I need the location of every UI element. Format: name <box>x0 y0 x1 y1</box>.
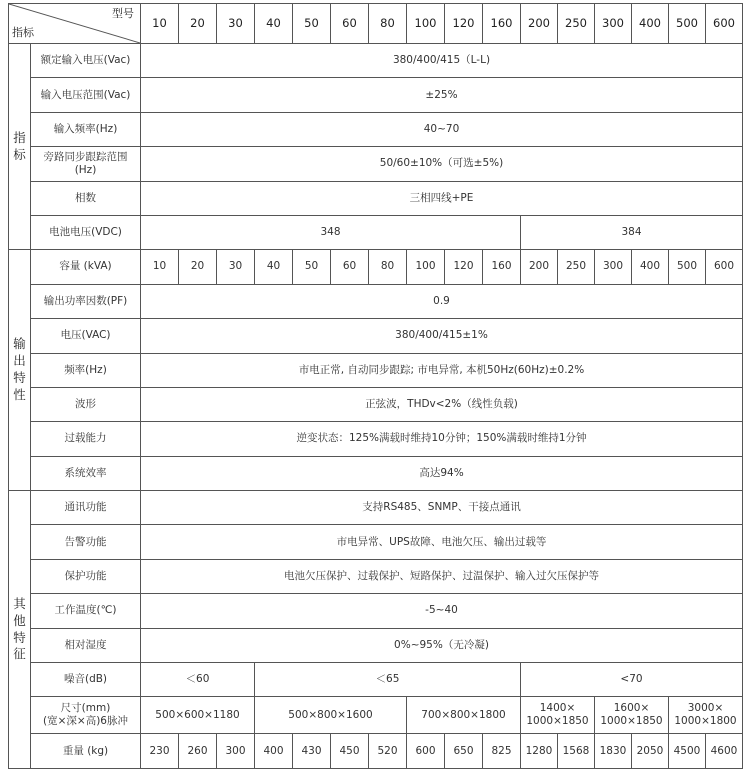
spec-row <box>9 112 743 146</box>
param-label: 额定输入电压(Vac) <box>31 44 141 78</box>
capacity-cell: 250 <box>558 250 595 284</box>
group-label-other: 其 他 特 征 <box>9 491 31 769</box>
spec-row <box>9 559 743 593</box>
spec-row <box>9 734 743 769</box>
param-label: 噪音(dB) <box>31 663 141 697</box>
model-header: 50 <box>293 4 331 44</box>
weight-cell: 450 <box>331 734 369 769</box>
weight-cell: 1830 <box>595 734 632 769</box>
model-header: 200 <box>521 4 558 44</box>
param-value: 40~70 <box>141 112 743 146</box>
spec-row <box>9 525 743 559</box>
param-label: 相对湿度 <box>31 628 141 662</box>
spec-row <box>9 456 743 490</box>
param-value: -5~40 <box>141 594 743 628</box>
param-label: 波形 <box>31 387 141 421</box>
param-label: 通讯功能 <box>31 491 141 525</box>
param-label: 系统效率 <box>31 456 141 490</box>
dimension-cell: 500×600×1180 <box>141 697 255 734</box>
index-header-label: 指标 <box>12 26 34 40</box>
weight-cell: 1568 <box>558 734 595 769</box>
spec-row <box>9 697 743 734</box>
weight-cell: 230 <box>141 734 179 769</box>
capacity-cell: 50 <box>293 250 331 284</box>
model-header: 60 <box>331 4 369 44</box>
model-header: 250 <box>558 4 595 44</box>
param-value: 高达94% <box>141 456 743 490</box>
param-label: 过载能力 <box>31 422 141 456</box>
capacity-cell: 30 <box>217 250 255 284</box>
capacity-cell: 80 <box>369 250 407 284</box>
spec-row <box>9 44 743 78</box>
param-value: 50/60±10%（可选±5%) <box>141 147 743 181</box>
spec-row <box>9 422 743 456</box>
spec-row <box>9 387 743 421</box>
capacity-cell: 40 <box>255 250 293 284</box>
param-label: 保护功能 <box>31 559 141 593</box>
param-label: 相数 <box>31 181 141 215</box>
weight-cell: 400 <box>255 734 293 769</box>
param-value: 380/400/415（L-L) <box>141 44 743 78</box>
spec-row <box>9 491 743 525</box>
param-value: ±25% <box>141 78 743 112</box>
spec-row <box>9 628 743 662</box>
weight-cell: 1280 <box>521 734 558 769</box>
param-value: 380/400/415±1% <box>141 319 743 353</box>
param-label: 容量 (kVA) <box>31 250 141 284</box>
weight-cell: 4500 <box>669 734 706 769</box>
spec-row <box>9 284 743 318</box>
capacity-cell: 20 <box>179 250 217 284</box>
param-value: <70 <box>521 663 743 697</box>
capacity-cell: 300 <box>595 250 632 284</box>
param-value: 348 <box>141 215 521 249</box>
weight-cell: 2050 <box>632 734 669 769</box>
model-header: 80 <box>369 4 407 44</box>
param-value: 正弦波，THDv<2%（线性负载) <box>141 387 743 421</box>
weight-cell: 4600 <box>706 734 743 769</box>
header-corner-cell <box>9 4 141 44</box>
spec-row <box>9 215 743 249</box>
capacity-cell: 60 <box>331 250 369 284</box>
param-label: 电压(VAC) <box>31 319 141 353</box>
param-value: 电池欠压保护、过载保护、短路保护、过温保护、输入过欠压保护等 <box>141 559 743 593</box>
weight-cell: 520 <box>369 734 407 769</box>
model-header: 120 <box>445 4 483 44</box>
param-value: 0.9 <box>141 284 743 318</box>
param-value: 市电正常, 自动同步跟踪; 市电异常, 本机50Hz(60Hz)±0.2% <box>141 353 743 387</box>
spec-row <box>9 250 743 284</box>
model-header: 600 <box>706 4 743 44</box>
param-label: 输出功率因数(PF) <box>31 284 141 318</box>
capacity-cell: 600 <box>706 250 743 284</box>
model-header: 160 <box>483 4 521 44</box>
spec-row <box>9 319 743 353</box>
spec-row <box>9 78 743 112</box>
param-value: ＜60 <box>141 663 255 697</box>
dimension-cell: 1400× 1000×1850 <box>521 697 595 734</box>
dimension-cell: 3000× 1000×1800 <box>669 697 743 734</box>
param-value: ＜65 <box>255 663 521 697</box>
capacity-cell: 10 <box>141 250 179 284</box>
spec-row <box>9 663 743 697</box>
dimension-cell: 700×800×1800 <box>407 697 521 734</box>
param-value: 支持RS485、SNMP、干接点通讯 <box>141 491 743 525</box>
weight-cell: 650 <box>445 734 483 769</box>
param-value: 市电异常、UPS故障、电池欠压、输出过载等 <box>141 525 743 559</box>
capacity-cell: 500 <box>669 250 706 284</box>
model-header-label: 型号 <box>112 7 134 20</box>
param-value: 逆变状态：125%满载时维持10分钟；150%满载时维持1分钟 <box>141 422 743 456</box>
group-label-output: 输 出 特 性 <box>9 250 31 491</box>
param-label: 旁路同步跟踪范围 (Hz) <box>31 147 141 181</box>
param-label: 重量 (kg) <box>31 734 141 769</box>
capacity-cell: 160 <box>483 250 521 284</box>
param-label: 输入电压范围(Vac) <box>31 78 141 112</box>
param-label: 工作温度(℃) <box>31 594 141 628</box>
model-header: 10 <box>141 4 179 44</box>
spec-row <box>9 181 743 215</box>
weight-cell: 260 <box>179 734 217 769</box>
capacity-cell: 100 <box>407 250 445 284</box>
group-label-input: 指 标 <box>9 44 31 250</box>
model-header: 400 <box>632 4 669 44</box>
param-label: 电池电压(VDC) <box>31 215 141 249</box>
dimension-cell: 1600× 1000×1850 <box>595 697 669 734</box>
weight-cell: 825 <box>483 734 521 769</box>
model-header: 100 <box>407 4 445 44</box>
spec-row <box>9 353 743 387</box>
spec-row <box>9 147 743 181</box>
model-header: 40 <box>255 4 293 44</box>
capacity-cell: 400 <box>632 250 669 284</box>
param-label: 频率(Hz) <box>31 353 141 387</box>
header-row <box>9 4 743 44</box>
weight-cell: 300 <box>217 734 255 769</box>
param-label: 尺寸(mm) (宽×深×高)6脉冲 <box>31 697 141 734</box>
param-value: 0%~95%（无冷凝) <box>141 628 743 662</box>
param-value: 384 <box>521 215 743 249</box>
param-value: 三相四线+PE <box>141 181 743 215</box>
model-header: 300 <box>595 4 632 44</box>
param-label: 告警功能 <box>31 525 141 559</box>
model-header: 20 <box>179 4 217 44</box>
weight-cell: 600 <box>407 734 445 769</box>
model-header: 30 <box>217 4 255 44</box>
param-label: 输入频率(Hz) <box>31 112 141 146</box>
ups-spec-table <box>8 3 743 769</box>
spec-row <box>9 594 743 628</box>
capacity-cell: 200 <box>521 250 558 284</box>
weight-cell: 430 <box>293 734 331 769</box>
dimension-cell: 500×800×1600 <box>255 697 407 734</box>
model-header: 500 <box>669 4 706 44</box>
capacity-cell: 120 <box>445 250 483 284</box>
